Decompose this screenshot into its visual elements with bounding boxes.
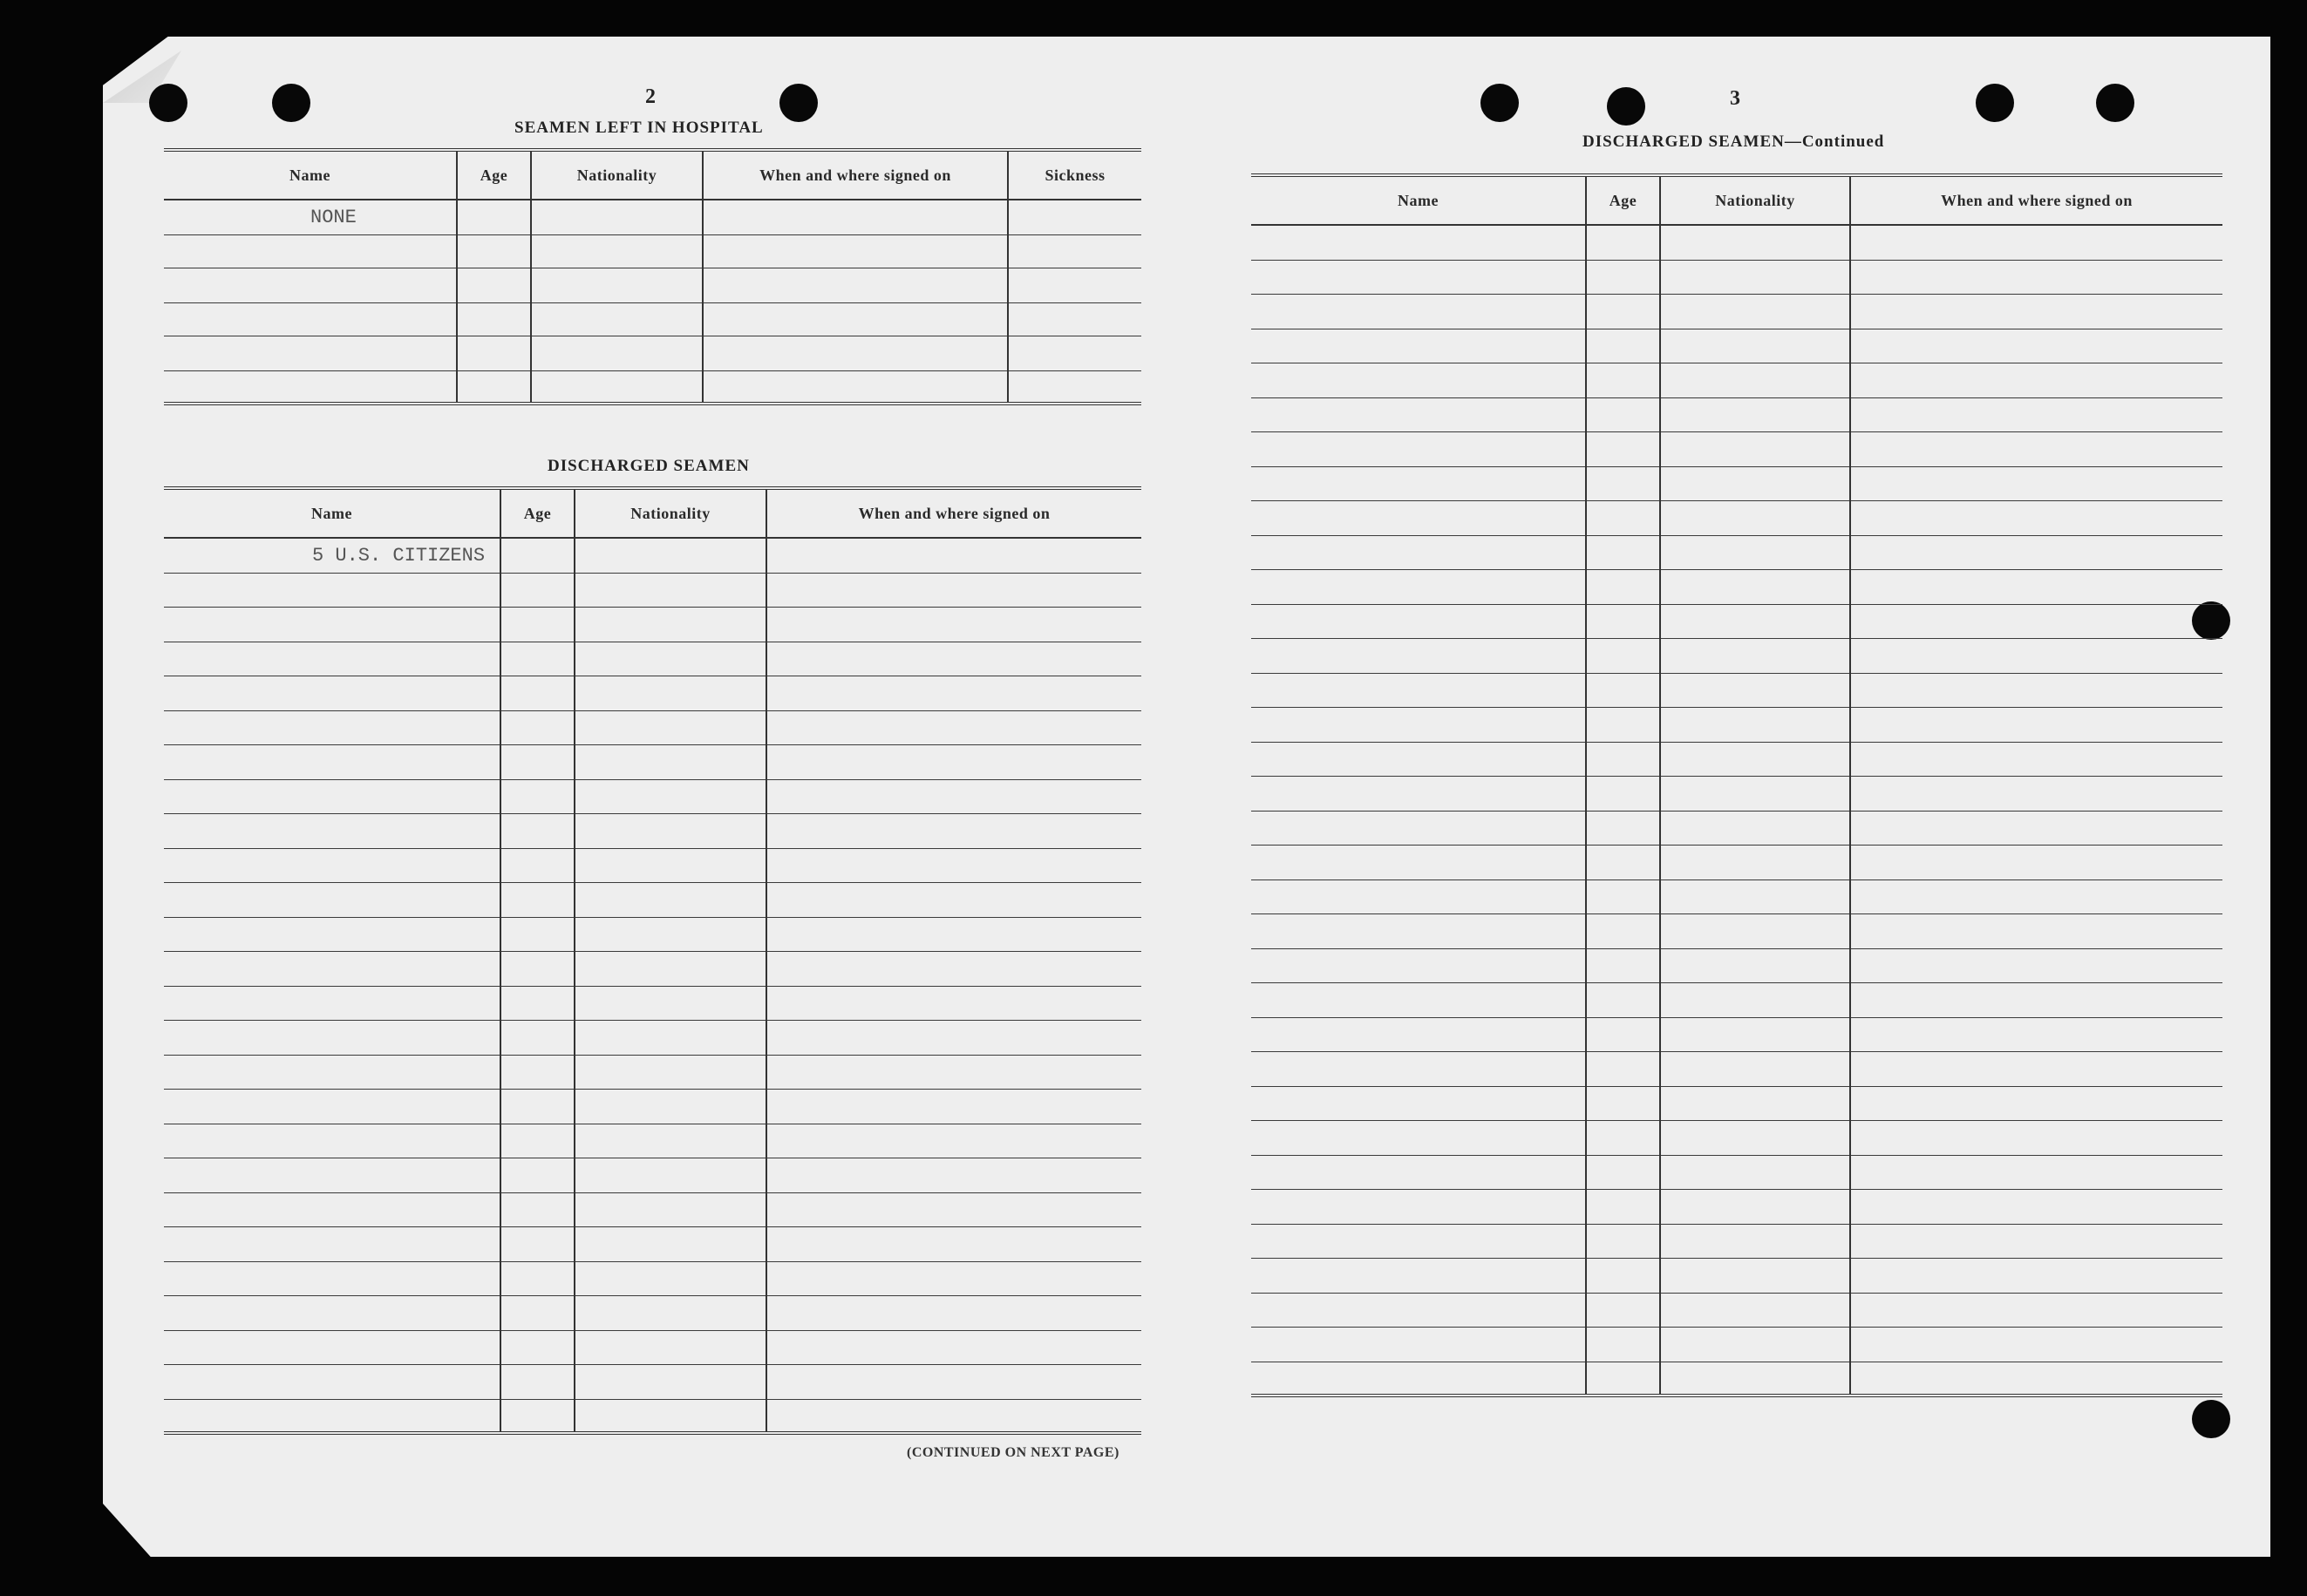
column-header-age: Age (1586, 175, 1660, 225)
table-row (1251, 604, 2222, 638)
table-row (164, 573, 1141, 607)
table-row (164, 779, 1141, 813)
column-header-name: Name (1251, 175, 1586, 225)
table-row (164, 1089, 1141, 1124)
table-row (1251, 811, 2222, 845)
table-row (164, 1124, 1141, 1158)
table-row (1251, 1155, 2222, 1189)
hospital-table (164, 148, 1141, 405)
table-row (164, 744, 1141, 779)
discharged-entry: 5 U.S. CITIZENS (164, 538, 500, 573)
table-row (1251, 466, 2222, 500)
column-header-nationality: Nationality (1660, 175, 1850, 225)
punch-hole (1480, 84, 1519, 122)
punch-hole (1607, 87, 1645, 126)
continued-note: (CONTINUED ON NEXT PAGE) (907, 1445, 1119, 1460)
discharged-continued-title: DISCHARGED SEAMEN—Continued (1582, 132, 1885, 151)
table-row (1251, 363, 2222, 397)
column-header-age: Age (500, 488, 575, 538)
column-header-nationality: Nationality (531, 150, 703, 200)
table-row (1251, 225, 2222, 260)
page-number: 3 (1730, 87, 1740, 110)
table-row (1251, 913, 2222, 948)
table-row (164, 1192, 1141, 1226)
table-row (1251, 638, 2222, 673)
table-row (1251, 776, 2222, 811)
punch-hole (779, 84, 818, 122)
table-row (164, 302, 1141, 336)
table-row (1251, 1224, 2222, 1258)
column-header-nationality: Nationality (575, 488, 766, 538)
table-row (1251, 1189, 2222, 1224)
table-row (164, 642, 1141, 676)
punch-hole (2192, 1400, 2230, 1438)
table-row (1251, 1017, 2222, 1051)
hospital-section-title: SEAMEN LEFT IN HOSPITAL (514, 119, 764, 137)
table-row (164, 951, 1141, 986)
table-row (164, 1330, 1141, 1364)
table-row (164, 917, 1141, 951)
table-row (1251, 397, 2222, 431)
table-row (1251, 1327, 2222, 1362)
table-row (164, 607, 1141, 642)
column-header-name: Name (164, 150, 457, 200)
table-row (164, 710, 1141, 744)
column-header-signed-on: When and where signed on (703, 150, 1008, 200)
column-header-name: Name (164, 488, 500, 538)
table-row (164, 268, 1141, 302)
table-row (1251, 329, 2222, 363)
table-row (1251, 431, 2222, 466)
table-row (1251, 673, 2222, 707)
table-row (164, 676, 1141, 710)
table-row (164, 813, 1141, 848)
table-row (1251, 948, 2222, 982)
punch-hole (2096, 84, 2134, 122)
table-row (164, 336, 1141, 370)
hospital-entry: NONE (164, 200, 457, 234)
table-row (1251, 1086, 2222, 1120)
table-row (1251, 1120, 2222, 1155)
table-row (1251, 1258, 2222, 1293)
column-header-age: Age (457, 150, 531, 200)
table-row (164, 1295, 1141, 1330)
table-row (164, 234, 1141, 268)
table-row (1251, 260, 2222, 294)
table-row (164, 986, 1141, 1020)
table-row (1251, 879, 2222, 913)
table-row (164, 1261, 1141, 1295)
table-row (164, 1158, 1141, 1192)
table-row (164, 1399, 1141, 1433)
table-row (164, 1364, 1141, 1399)
column-header-signed-on: When and where signed on (1850, 175, 2222, 225)
table-row (164, 882, 1141, 917)
table-row (1251, 1293, 2222, 1327)
table-row (1251, 569, 2222, 604)
table-row (1251, 742, 2222, 776)
discharged-section-title: DISCHARGED SEAMEN (548, 457, 750, 475)
table-row (1251, 982, 2222, 1017)
table-row (1251, 294, 2222, 329)
table-row (164, 538, 1141, 573)
table-row (164, 200, 1141, 234)
punch-hole (149, 84, 187, 122)
table-row (164, 1226, 1141, 1261)
page-number: 2 (645, 85, 656, 108)
discharged-continued-table (1251, 173, 2222, 1397)
table-row (1251, 1362, 2222, 1396)
table-row (1251, 535, 2222, 569)
table-row (164, 848, 1141, 882)
table-row (1251, 845, 2222, 879)
table-row (164, 1020, 1141, 1055)
punch-hole (272, 84, 310, 122)
punch-hole (1976, 84, 2014, 122)
table-row (164, 1055, 1141, 1089)
column-header-signed-on: When and where signed on (766, 488, 1141, 538)
table-row (1251, 1051, 2222, 1086)
table-row (1251, 707, 2222, 742)
table-row (164, 370, 1141, 404)
column-header-sickness: Sickness (1008, 150, 1141, 200)
table-row (1251, 500, 2222, 535)
discharged-table (164, 486, 1141, 1435)
